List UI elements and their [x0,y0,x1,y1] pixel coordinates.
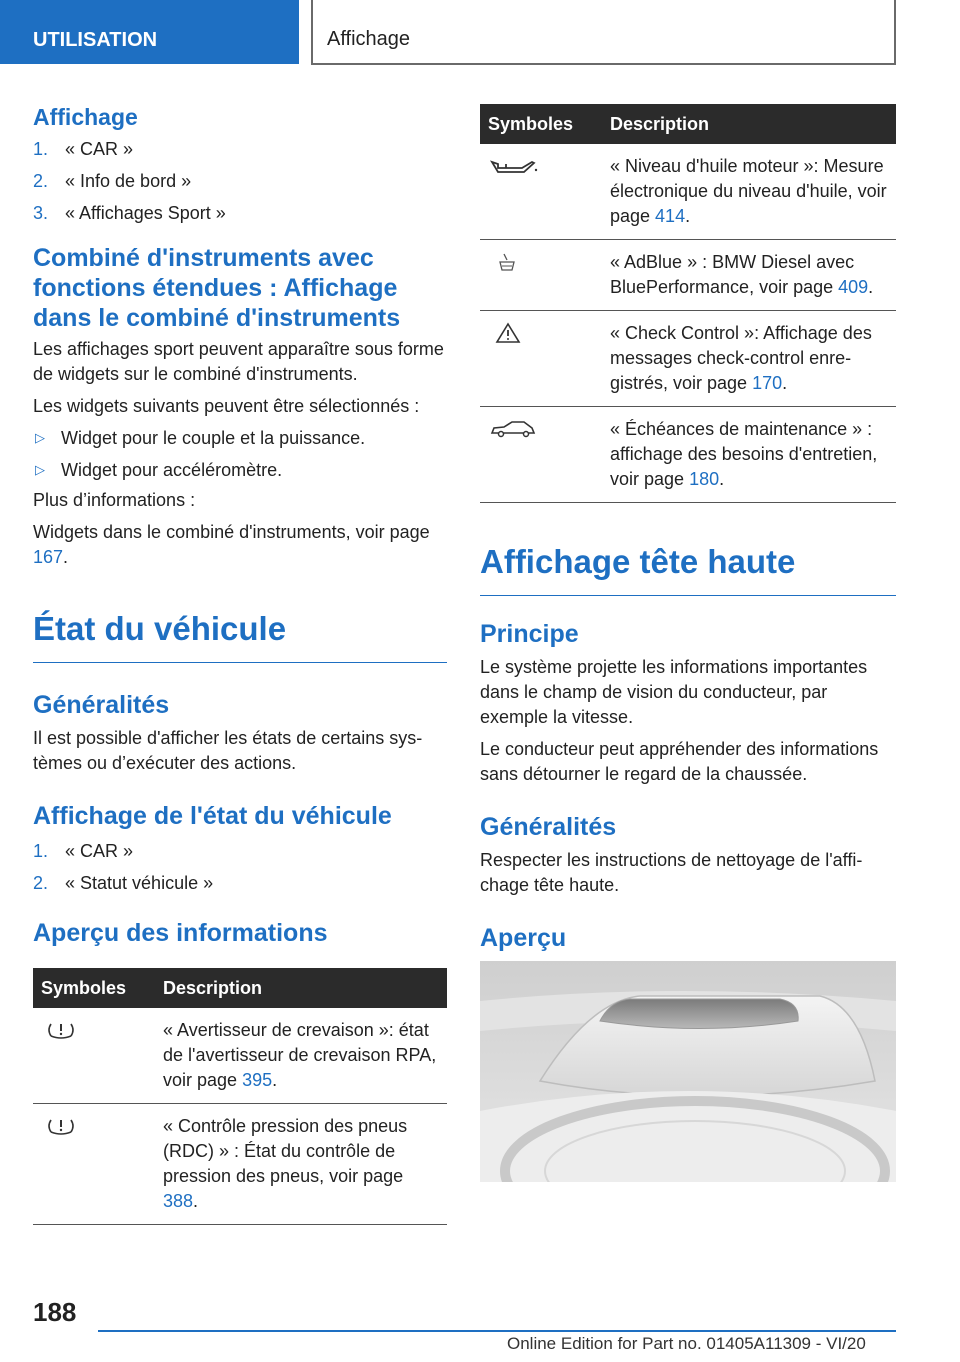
bullet-text: Widget pour accéléromètre. [61,460,283,480]
description-text: « Contrôle pression des pneus (RDC) » : État du contrôle de pression des pneus, voir page [163,1116,408,1186]
footer-divider [98,1330,896,1332]
section-title-generalites: Généralités [33,691,170,719]
description-end: . [685,206,691,226]
paragraph: Il est possible d'afficher les états de certains systèmes ou d’exécuter des actions. [33,728,423,773]
description-text: « Avertisseur de crevaison »: état de l'avertisseur de crevaison RPA, voir page [163,1020,437,1090]
description-text: « Niveau d'huile moteur »: Mesure électronique du niveau d'huile, voir page [610,156,887,226]
column-header-symbols: Symboles [480,104,602,144]
description-end: . [272,1070,278,1090]
paragraph: Le conducteur peut appréhender des informations sans détourner le regard de la chaussée. [480,739,879,784]
ref-end: . [63,547,69,567]
paragraph: Plus d’informations : [33,490,196,510]
bullet-text: Widget pour le couple et la puissance. [61,428,366,448]
header-chapter-label: Affichage [327,28,411,50]
table-row [480,407,896,503]
description-cell [602,144,896,240]
warning-triangle-icon [488,321,528,345]
description-cell [602,240,896,311]
symbol-cell [480,240,602,311]
list-affichage-etat [33,835,447,899]
right-column [480,104,896,953]
column-header-description: Description [602,104,896,144]
description-cell [602,311,896,407]
list-item: 3. « Affichages Sport » [33,203,226,223]
list-item-text: « CAR » [65,841,134,861]
table-row [480,144,896,240]
dashboard-illustration [480,961,896,1182]
list-item: 1. « CAR » [33,841,134,861]
list-item-text: « Info de bord » [65,171,192,191]
list-item: 1. « CAR » [33,139,134,159]
column-header-symbols: Symboles [33,968,155,1008]
page-link[interactable]: 388 [163,1191,194,1211]
symbol-cell [33,1008,155,1104]
description-end: . [719,469,725,489]
symbol-cell [33,1104,155,1225]
symbols-table-left [33,968,447,1225]
table-header-row [480,104,896,144]
section-title-combine: Combiné d'instruments avec fonctions étendues : Affichage dans le combiné d'instruments [33,244,401,332]
table-row [33,1104,447,1225]
head-up-display-photo [480,961,896,1182]
header-section-tab [0,0,299,64]
car-service-icon [488,417,538,441]
list-item-text: « Statut véhicule » [65,873,214,893]
list-item-text: « Affichages Sport » [65,203,226,223]
footer-edition: Online Edition for Part no. 01405A11309 - VI/20 [507,1334,866,1353]
bullet-item: ▷ Widget pour le couple et la puissance. [35,428,366,448]
header-chapter-tab [311,0,896,65]
symbol-cell [480,407,602,503]
list-item: 2. « Info de bord » [33,171,192,191]
page-link[interactable]: 180 [689,469,720,489]
paragraph: Respecter les instructions de nettoyage de l'affichage tête haute. [480,850,863,895]
symbols-table-right [480,104,896,503]
page-number: 188 [33,1297,77,1327]
symbol-cell [480,144,602,240]
table-row [480,240,896,311]
section-title-principe: Principe [480,620,579,648]
page-link[interactable]: 395 [242,1070,273,1090]
tire-pressure-warning-icon [41,1018,81,1042]
page-link[interactable]: 167 [33,547,64,567]
description-text: « Échéances de maintenance » : affichage des besoins d'entretien, voir page [610,419,878,489]
column-header-description: Description [155,968,447,1008]
adblue-icon [488,250,528,274]
bullet-list [33,422,447,486]
page-link[interactable]: 409 [838,277,869,297]
paragraph: Les affichages sport peuvent apparaître sous forme de widgets sur le combiné d'instruments. [33,339,444,384]
paragraph: Le système projette les informations importantes dans le champ de vision du conducteur, par exemple la vitesse. [480,657,868,727]
description-cell [602,407,896,503]
header-section-label: UTILISATION [33,29,158,51]
description-cell [155,1104,447,1225]
bullet-item: ▷ Widget pour accéléromètre. [35,460,283,480]
list-affichage [33,133,447,229]
section-title-apercu: Aperçu [480,924,567,952]
table-header-row [33,968,447,1008]
page-link[interactable]: 414 [655,206,686,226]
description-end: . [782,373,788,393]
section-title-generalites-hud: Généralités [480,813,617,841]
description-text: « AdBlue » : BMW Diesel avec BluePerformance, voir page [610,252,855,297]
description-end: . [193,1191,199,1211]
table-row [480,311,896,407]
section-title-apercu-informations: Aperçu des informations [33,919,328,947]
section-title-affichage: Affichage [33,104,138,130]
description-cell [155,1008,447,1104]
cross-reference [33,520,447,570]
left-column [33,104,447,1225]
tire-pressure-warning-icon [41,1114,81,1138]
chapter-title-etat: État du véhicule [33,610,447,663]
ref-text: Widgets dans le combiné d'instruments, voir page [33,522,430,542]
symbol-cell [480,311,602,407]
table-row [33,1008,447,1104]
page-link[interactable]: 170 [752,373,783,393]
description-end: . [868,277,874,297]
description-text: « Check Control »: Affichage des messages check-control enregistrés, voir page [610,323,872,393]
list-item: 2. « Statut véhicule » [33,873,214,893]
paragraph: Les widgets suivants peuvent être sélectionnés : [33,396,420,416]
chapter-title-hud: Affichage tête haute [480,543,896,596]
list-item-text: « CAR » [65,139,134,159]
section-title-affichage-etat: Affichage de l'état du véhicule [33,802,392,830]
oil-can-icon [488,154,538,178]
